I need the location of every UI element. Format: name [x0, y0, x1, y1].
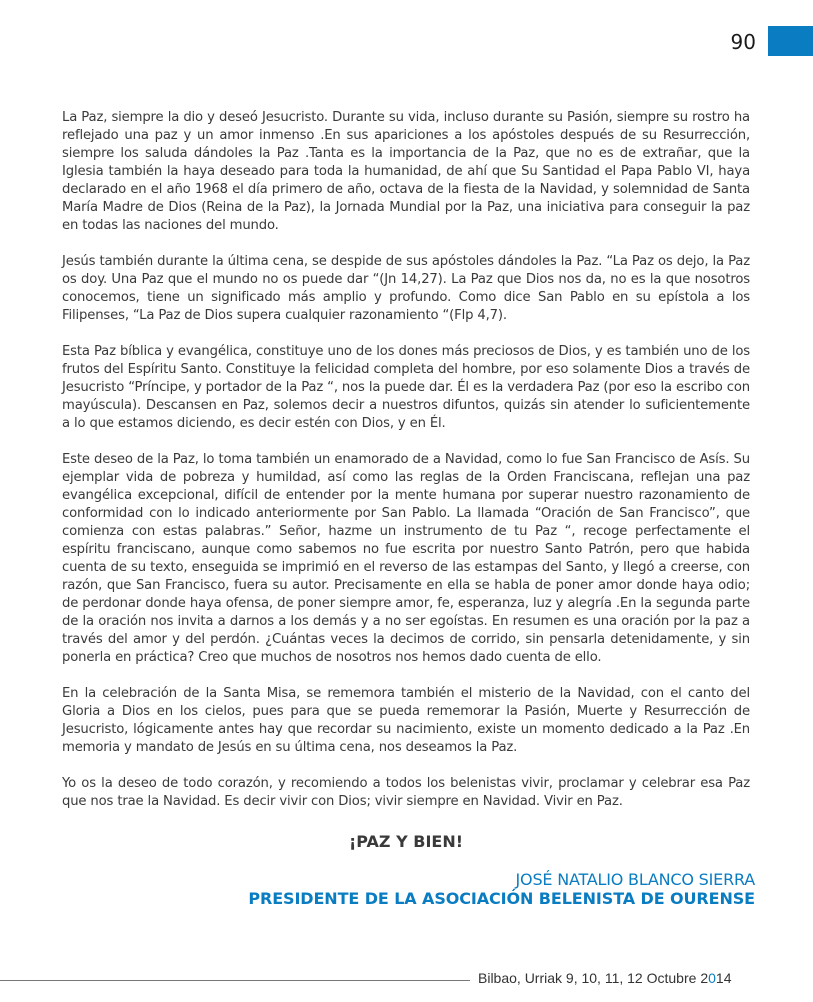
paragraph-6: Yo os la deseo de todo corazón, y recomiendo a todos los belenistas vivir, proclamar y celebrar esa Paz que nos trae la Navidad. Es decir vivir con Dios; vivir siempre en Navidad. Vivir en Paz. [62, 776, 750, 809]
footer-event-text [478, 970, 731, 986]
footer-location-date: Bilbao, Urriak 9, 10, 11, 12 Octubre [478, 970, 701, 986]
closing-greeting: ¡PAZ Y BIEN! [348, 832, 464, 851]
page-number: 90 [730, 30, 756, 54]
author-name: JOSÉ NATALIO BLANCO SIERRA [515, 870, 755, 889]
footer-year-accent: 0 [708, 970, 716, 986]
author-role: PRESIDENTE DE LA ASOCIACIÓN BELENISTA DE OURENSE [248, 889, 755, 908]
page-tab-marker [768, 26, 813, 56]
paragraph-3: Esta Paz bíblica y evangélica, constituye uno de los dones más preciosos de Dios, y es también uno de los frutos del Espíritu Santo. Constituye la felicidad completa del hombre, por eso solamente Dios a través de Jesucristo “Príncipe, y portador de la Paz “, nos la puede dar. Él es la verdadera Paz (por eso la escribo con mayúscula). Descansen en Paz, solemos decir a nuestros difuntos, quizás sin atender lo suficientemente a lo que estamos diciendo, es decir estén con Dios, y en Él. [62, 344, 750, 431]
paragraph-4: Este deseo de la Paz, lo toma también un enamorado de a Navidad, como lo fue San Francisco de Asís. Su ejemplar vida de pobreza y humildad, así como las reglas de la Orden Franciscana, reflejan una paz evangélica excepcional, difícil de entender por la mente humana por superar nuestro razonamiento de conformidad con lo indicado anteriormente por San Pablo. La llamada “Oración de San Francisco”, que comienza con estas palabras.” Señor, hazme un instrumento de tu Paz “, recoge perfectamente el espíritu franciscano, aunque como sabemos no fue escrita por nuestro Santo Patrón, pero que habida cuenta de su texto, enseguida se imprimió en el reverso de las estampas del Santo, y llegó a creerse, con razón, que San Francisco, fuera su autor. Precisamente en ella se habla de poner amor donde haya odio; de perdonar donde haya ofensa, de poner siempre amor, fe, esperanza, luz y alegría .En la segunda parte de la oración nos invita a darnos a los demás y a no ser egoístas. En resumen es una oración por la paz a través del amor y del perdón. ¿Cuántas veces la decimos de corrido, sin pensarla detenidamente, y sin ponerla en práctica? Creo que muchos de nosotros nos hemos dado cuenta de ello. [62, 452, 750, 665]
paragraph-1: La Paz, siempre la dio y deseó Jesucristo. Durante su vida, incluso durante su Pasión, siempre su rostro ha reflejado una paz y un amor inmenso .En sus apariciones a los apóstoles después de su Resurrección, siempre los saluda dándoles la Paz .Tanta es la importancia de la Paz, que no es de extrañar, que la Iglesia también la haya deseado para toda la humanidad, de ahí que Su Santidad el Papa Pablo VI, haya declarado en el año 1968 el día primero de año, octava de la fiesta de la Navidad, y solemnidad de Santa María Madre de Dios (Reina de la Paz), la Jornada Mundial por la Paz, una iniciativa para conseguir la paz en todas las naciones del mundo. [62, 110, 750, 233]
paragraph-5: En la celebración de la Santa Misa, se rememora también el misterio de la Navidad, con el canto del Gloria a Dios en los cielos, pues para que se pueda rememorar la Pasión, Muerte y Resurrección de Jesucristo, lógicamente antes hay que recordar su nacimiento, existe un momento dedicado a la Paz .En memoria y mandato de Jesús en su última cena, nos deseamos la Paz. [62, 686, 750, 755]
footer-divider [0, 980, 470, 981]
footer-year-part-1: 2 [700, 970, 709, 986]
footer-year-part-2: 14 [715, 970, 732, 986]
article-body [62, 109, 750, 829]
paragraph-2: Jesús también durante la última cena, se despide de sus apóstoles dándoles la Paz. “La Paz os dejo, la Paz os doy. Una Paz que el mundo no os puede dar “(Jn 14,27). La Paz que Dios nos da, no es la que nosotros conocemos, tiene un significado más amplio y profundo. Como dice San Pablo en su epístola a los Filipenses, “La Paz de Dios supera cualquier razonamiento “(Flp 4,7). [62, 254, 750, 323]
